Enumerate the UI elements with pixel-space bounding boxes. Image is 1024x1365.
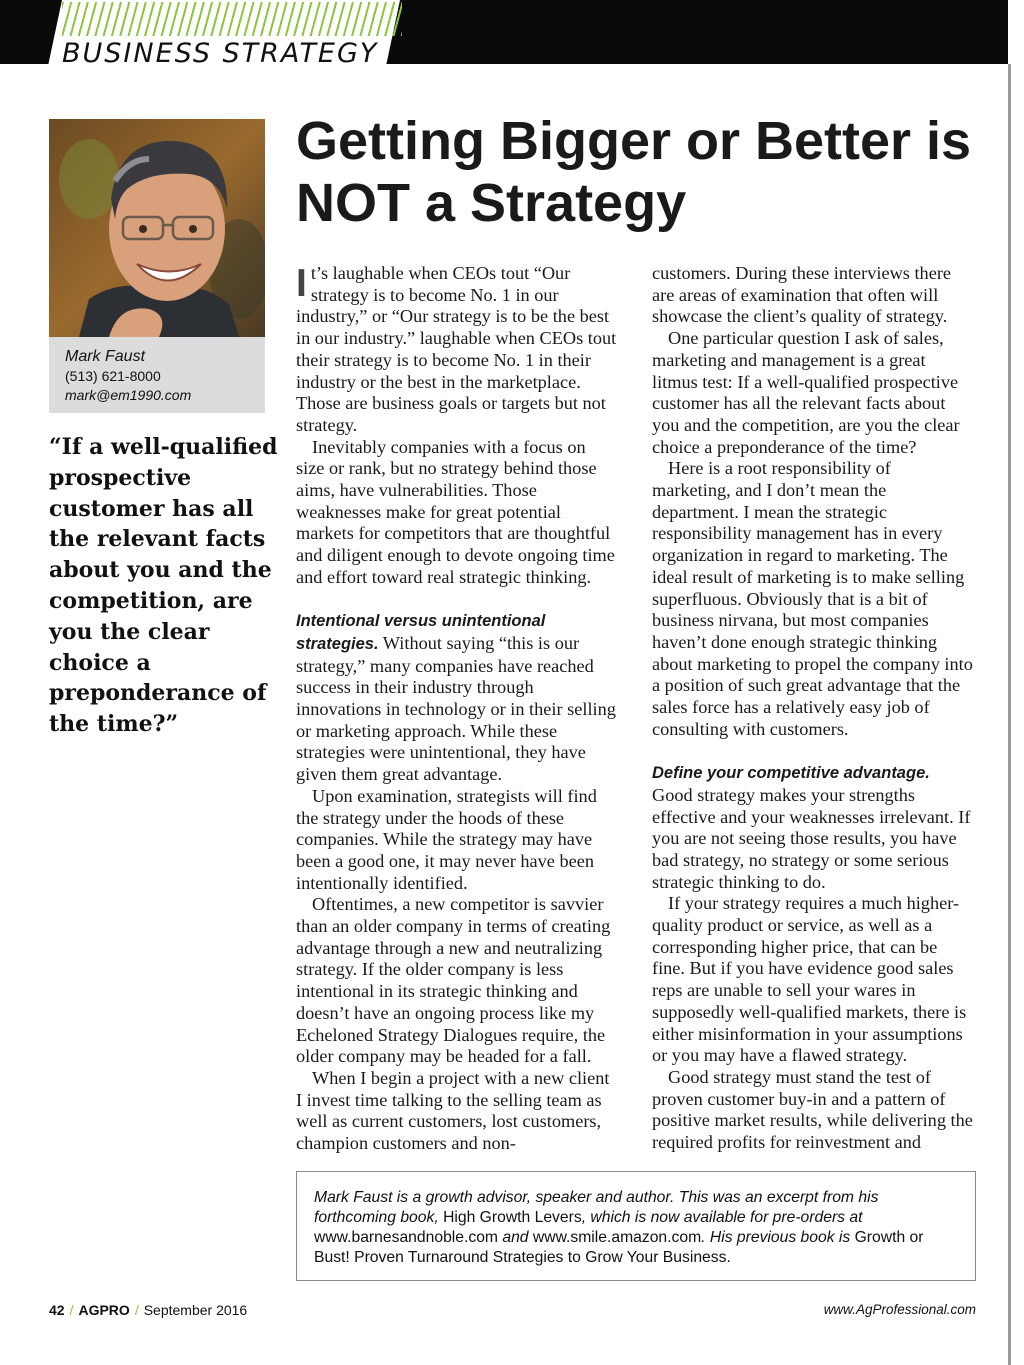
paragraph: It’s laughable when CEOs tout “Our strategy is to become No. 1 in our industry,” or “Our strategy is to be the best in our industry.” laughable when CEOs tout their strategy is to become No. 1 in their industry or the best in the marketplace. Those are business goals or targets but not strategy. [296, 262, 617, 435]
page-number: 42 [49, 1302, 65, 1318]
paragraph: When I begin a project with a new client I invest time talking to the selling team as well as current customers, lost customers, champion customers and non- [296, 1068, 610, 1154]
article-column-1 [296, 263, 618, 1155]
paragraph: Intentional versus unintentional strategies. Without saying “this is our strategy,” many companies have reached success in their industry through innovations in technology or in their selling or marketing approach. While these strategies were unintentional, they have given them great advantage. [296, 612, 616, 785]
separator: / [134, 1302, 139, 1318]
book-title: High Growth Levers [443, 1209, 582, 1226]
paragraph: Inevitably companies with a focus on size or rank, but no strategy behind those aims, have vulnerabilities. Those weaknesses make for great potential markets for competitors that are thoughtful and diligent enough to devote ongoing time and effort toward real strategic thinking. [296, 436, 615, 587]
pull-quote: “If a well-qualified prospective customer has all the relevant facts about you and the competition, are you the clear choice a preponderance of the time?” [49, 434, 278, 738]
green-hatch-decoration [62, 2, 402, 36]
author-photo [49, 119, 265, 337]
section-label: BUSINESS STRATEGY [62, 38, 379, 69]
website-link[interactable]: www.barnesandnoble.com [314, 1229, 498, 1246]
book-title: Growth or Bust! Proven Turnaround Strategies to Grow Your Business [314, 1229, 924, 1266]
magazine-name: AGPRO [78, 1302, 130, 1318]
paragraph: Upon examination, strategists will find the strategy under the hoods of these companies. While the strategy may have been a good one, it may never have been intentionally identified. [296, 785, 597, 893]
subheading: Intentional versus unintentional strategies. [296, 612, 546, 653]
issue-date: September 2016 [143, 1302, 248, 1318]
author-bio-box: Mark Faust is a growth advisor, speaker and author. This was an excerpt from his forthcoming book, High Growth Levers, which is now available for pre-orders at www.barnesandnoble.com and www.smile.amazon.com. His previous book is Growth or Bust! Proven Turnaround Strategies to Grow Your Business. [296, 1171, 976, 1281]
page-edge-rule [1008, 64, 1011, 1365]
article-column-2 [652, 263, 974, 1154]
separator: / [69, 1302, 74, 1318]
paragraph: One particular question I ask of sales, marketing and management is a great litmus test: If a well-qualified prospective customer has all the relevant facts about you and the competition, are you the clear choice a preponderance of the time? [652, 328, 960, 457]
website-url[interactable]: www.AgProfessional.com [823, 1302, 976, 1317]
website-link[interactable]: www.smile.amazon.com [532, 1229, 702, 1246]
article-headline: Getting Bigger or Better is NOT a Strategy [296, 111, 972, 233]
page-footer [49, 1302, 247, 1318]
author-phone: (513) 621-8000 [65, 368, 161, 384]
author-name: Mark Faust [65, 348, 146, 365]
paragraph: Oftentimes, a new competitor is savvier than an older company in terms of creating advantage through a new and neutralizing strategy. If the older company is less intentional in its strategic thinking and doesn’t have an ongoing process like my Echeloned Strategy Dialogues require, the older company may be headed for a fall. [296, 894, 611, 1067]
paragraph: Here is a root responsibility of marketing, and I don’t mean the department. I mean the strategic responsibility management has in every organization in regard to marketing. The ideal result of marketing is to make selling superfluous. Obviously that is a bit of business nirvana, but most companies haven’t done enough strategic thinking about marketing to propel the company into a position of such great advantage that the sales force has a relatively easy job of consulting with customers. [652, 458, 973, 739]
paragraph: customers. During these interviews there are areas of examination that often will showcase the client’s quality of strategy. [652, 263, 952, 327]
drop-cap: I [296, 262, 307, 305]
author-email: mark@em1990.com [65, 387, 192, 403]
paragraph: Good strategy makes your strengths effective and your weaknesses irrelevant. If you are not seeing those results, you have bad strategy, no strategy or some serious strategic thinking to do. [652, 784, 971, 892]
paragraph: Good strategy must stand the test of proven customer buy-in and a pattern of positive market results, while delivering the required profits for reinvestment and [652, 1067, 973, 1153]
paragraph: If your strategy requires a much higher-quality product or service, as well as a corresponding higher price, that can be fine. But if you have evidence good sales reps are unable to sell your wares in supposedly well-qualified markets, there is either misinformation in your assumptions or you may have a flawed strategy. [652, 893, 967, 1066]
subheading: Define your competitive advantage. [652, 764, 930, 783]
author-contact-card [49, 337, 265, 413]
